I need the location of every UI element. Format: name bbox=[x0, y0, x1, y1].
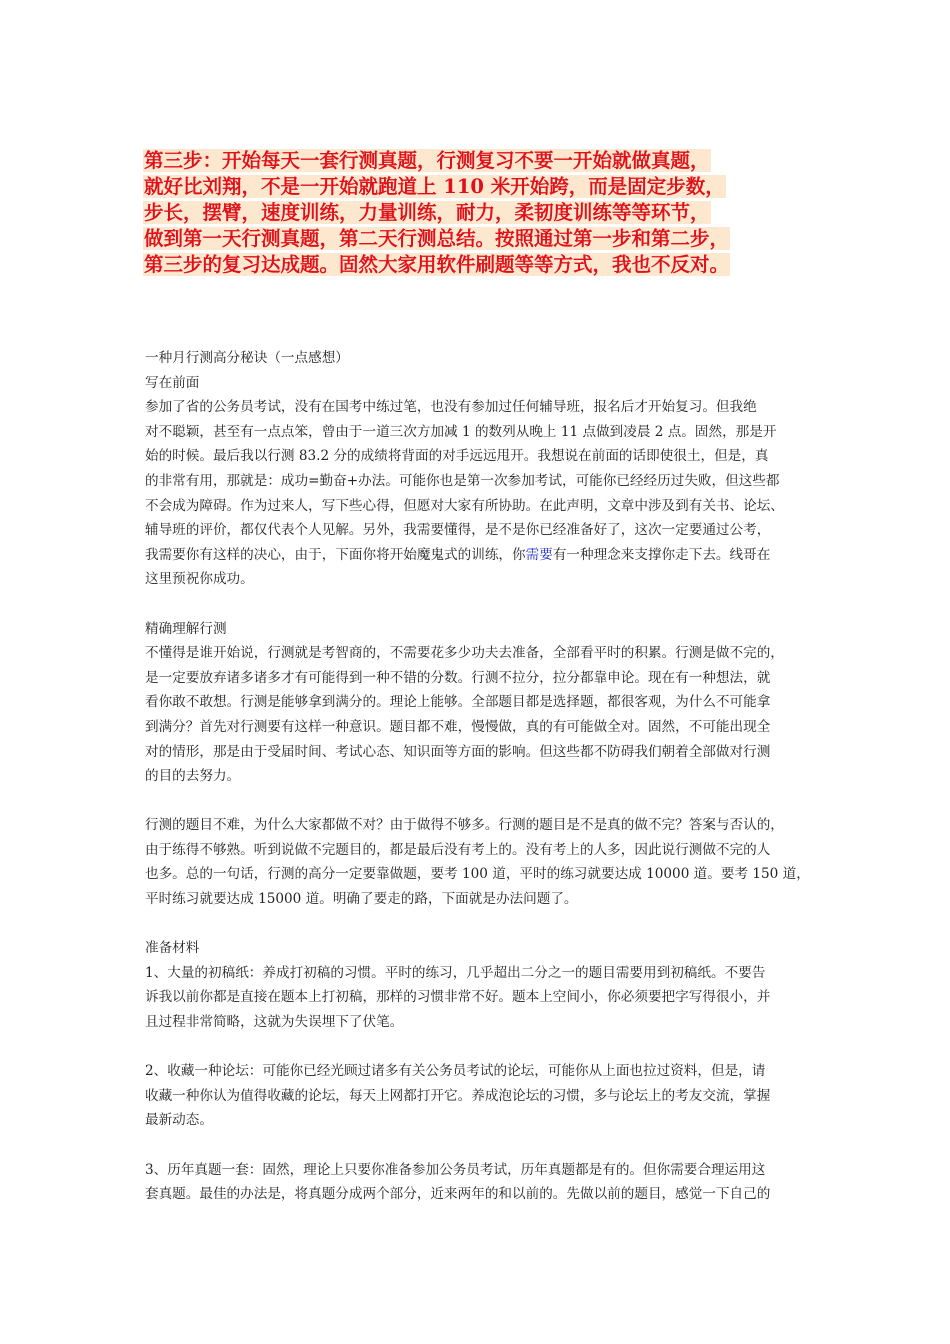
paragraph-line: 参加了省的公务员考试，没有在国考中练过笔，也没有参加过任何辅导班，报名后才开始复习。但我绝 bbox=[145, 399, 757, 416]
paragraph-line: 最新动态。 bbox=[145, 1112, 213, 1129]
highlight-text: 做到第一天行测真题，第二天行测总结。按照通过第一步和第二步， bbox=[144, 227, 730, 250]
paragraph-line: 看你敢不敢想。行测是能够拿到满分的。理论上能够。全部题目都是选择题，都很客观，为什么不可能拿 bbox=[145, 694, 771, 711]
paragraph-line bbox=[145, 543, 825, 568]
article-title: 一种月行测高分秘诀（一点感想） bbox=[145, 350, 349, 366]
highlight-line bbox=[143, 200, 833, 226]
highlight-text: 步长，摆臂，速度训练，力量训练，耐力，柔韧度训练等等环节， bbox=[144, 201, 710, 224]
paragraph-line: 始的时候。最后我以行测 83.2 分的成绩将背面的对手远远甩开。我想说在前面的话即使很土，但是，真 bbox=[145, 448, 769, 465]
paragraph-gap bbox=[145, 1035, 825, 1060]
paragraph-line: 的目的去努力。 bbox=[145, 768, 241, 785]
paragraph-line: 对的情形，那是由于受届时间、考试心态、知识面等方面的影响。但这些都不防碍我们朝着全部做对行测 bbox=[145, 743, 771, 760]
paragraph-gap bbox=[145, 1133, 825, 1158]
article-subtitle: 写在前面 bbox=[145, 374, 200, 391]
paragraph-line: 这里预祝你成功。 bbox=[145, 571, 254, 588]
paragraph-line: 收藏一种你认为值得收藏的论坛，每天上网都打开它。养成泡论坛的习惯，多与论坛上的考友交流，掌握 bbox=[145, 1087, 771, 1104]
article-body bbox=[145, 346, 825, 1207]
paragraph-line: 到满分？首先对行测要有这样一种意识。题目都不难，慢慢做，真的有可能做全对。固然，不可能出现全 bbox=[145, 718, 771, 735]
paragraph-line: 辅导班的评价，都仅代表个人见解。另外，我需要懂得，是不是你已经准备好了，这次一定要通过公考， bbox=[145, 522, 771, 539]
line-text: 有一种理念来支撑你走下去。线哥在 bbox=[552, 546, 771, 563]
paragraph-gap bbox=[145, 789, 825, 814]
paragraph-line: 1、大量的初稿纸：养成打初稿的习惯。平时的练习，几乎超出二分之一的题目需要用到初稿纸。不要告 bbox=[145, 964, 766, 981]
paragraph-line: 不懂得是谁开始说，行测就是考智商的，不需要花多少功夫去准备，全部看平时的积累。行测是做不完的， bbox=[145, 645, 784, 662]
paragraph-line: 行测的题目不难，为什么大家都做不对？由于做得不够多。行测的题目是不是真的做不完？答案与否认的， bbox=[145, 817, 784, 834]
section-heading: 准备材料 bbox=[145, 940, 200, 957]
paragraph-line: 对不聪颖，甚至有一点点笨，曾由于一道三次方加减 1 的数列从晚上 11 点做到凌晨 2 点。固然，那是开 bbox=[145, 423, 777, 440]
paragraph-line: 的非常有用，那就是：成功=勤奋+办法。可能你也是第一次参加考试，可能你已经经历过失败，但这些都 bbox=[145, 472, 780, 489]
paragraph-line: 不会成为障碍。作为过来人，写下些心得，但愿对大家有所协助。在此声明，文章中涉及到有关书、论坛、 bbox=[145, 497, 784, 514]
paragraph-line: 也多。总的一句话，行测的高分一定要靠做题，要考 100 道，平时的练习就要达成 10000 道。要考 150 道， bbox=[145, 866, 810, 883]
section-heading: 精确理解行测 bbox=[145, 620, 227, 637]
paragraph-line: 由于练得不够熟。听到说做不完题目的，都是最后没有考上的。没有考上的人多，因此说行测做不完的人 bbox=[145, 841, 771, 858]
paragraph-line: 诉我以前你都是直接在题本上打初稿，那样的习惯非常不好。题本上空间小，你必须要把字写得很小，并 bbox=[145, 989, 771, 1006]
paragraph-line: 2、收藏一种论坛：可能你已经光顾过诸多有关公务员考试的论坛，可能你从上面也拉过资料，但是，请 bbox=[145, 1063, 766, 1080]
inline-link[interactable]: 需要 bbox=[525, 546, 553, 563]
line-text: 我需要你有这样的决心，由于，下面你将开始魔鬼式的训练，你 bbox=[145, 546, 526, 563]
highlight-line bbox=[143, 148, 833, 174]
paragraph-line: 是一定要放弃诸多诸多才有可能得到一种不错的分数。行测不拉分，拉分都靠申论。现在有一种想法，就 bbox=[145, 669, 771, 686]
paragraph-gap bbox=[145, 592, 825, 617]
highlight-text: 第三步的复习达成题。固然大家用软件刷题等等方式，我也不反对。 bbox=[144, 253, 730, 276]
highlight-line bbox=[143, 226, 833, 252]
paragraph-line: 套真题。最佳的办法是，将真题分成两个部分，近来两年的和以前的。先做以前的题目，感觉一下自己的 bbox=[145, 1186, 771, 1203]
highlight-text: 第三步：开始每天一套行测真题，行测复习不要一开始就做真题， bbox=[144, 149, 710, 172]
paragraph-line: 且过程非常简略，这就为失误埋下了伏笔。 bbox=[145, 1014, 404, 1031]
highlight-line bbox=[143, 252, 833, 278]
highlight-text: 就好比刘翔，不是一开始就跑道上 110 米开始跨，而是固定步数， bbox=[144, 175, 725, 198]
highlighted-paragraph bbox=[143, 148, 833, 278]
paragraph-gap bbox=[145, 912, 825, 937]
paragraph-line: 平时练习就要达成 15000 道。明确了要走的路，下面就是办法问题了。 bbox=[145, 891, 578, 908]
paragraph-line: 3、历年真题一套：固然，理论上只要你准备参加公务员考试，历年真题都是有的。但你需要合理运用这 bbox=[145, 1161, 766, 1178]
highlight-line bbox=[143, 174, 833, 200]
